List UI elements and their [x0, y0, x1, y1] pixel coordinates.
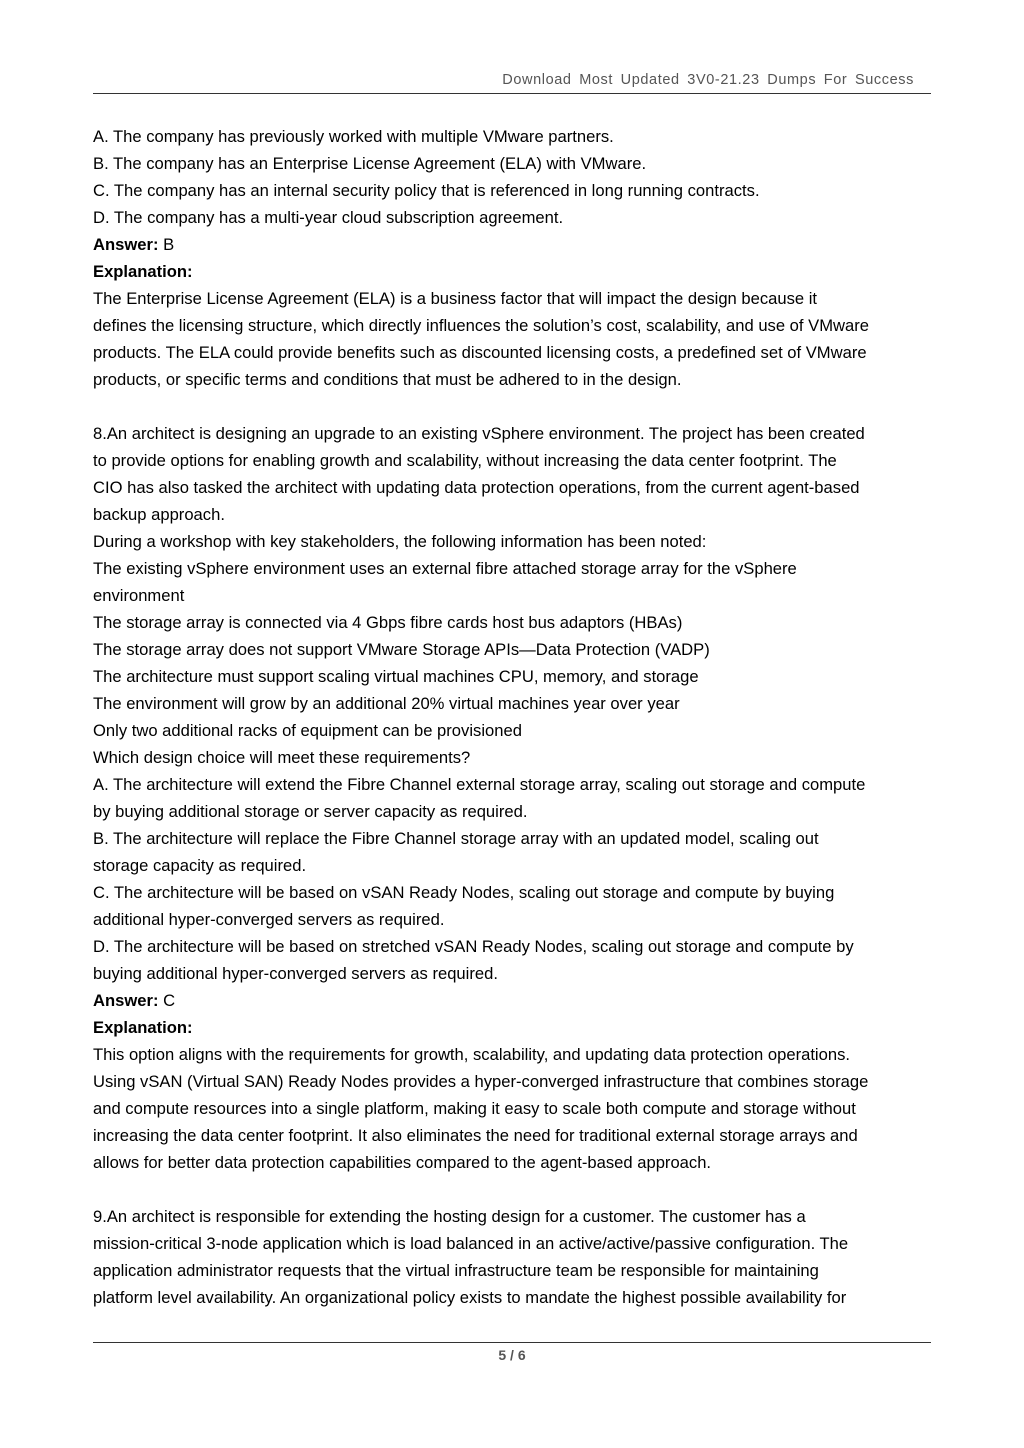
answer-line	[93, 231, 935, 258]
page-content	[93, 123, 935, 1311]
question-line: platform level availability. An organizational policy exists to mandate the highest possible availability for	[93, 1288, 847, 1307]
answer-label: Answer:	[93, 991, 159, 1010]
question-line: 9.An architect is responsible for extending the hosting design for a customer. The customer has a	[93, 1207, 806, 1226]
spacer	[93, 1176, 935, 1203]
question-line: The storage array is connected via 4 Gbps fibre cards host bus adaptors (HBAs)	[93, 613, 683, 632]
explanation-line: increasing the data center footprint. It also eliminates the need for traditional external storage arrays and	[93, 1126, 858, 1145]
option-line: D. The architecture will be based on stretched vSAN Ready Nodes, scaling out storage and compute by	[93, 937, 854, 956]
spacer	[93, 393, 935, 420]
option-line: additional hyper-converged servers as required.	[93, 910, 445, 929]
question-line: environment	[93, 586, 185, 605]
question-line: The architecture must support scaling virtual machines CPU, memory, and storage	[93, 667, 699, 686]
explanation-line: allows for better data protection capabilities compared to the agent-based approach.	[93, 1153, 712, 1172]
question-line: CIO has also tasked the architect with updating data protection operations, from the current agent-based	[93, 478, 860, 497]
question-line: The existing vSphere environment uses an external fibre attached storage array for the vSphere	[93, 559, 797, 578]
footer-divider	[93, 1342, 931, 1343]
option-line: by buying additional storage or server capacity as required.	[93, 802, 528, 821]
explanation-text	[93, 285, 935, 393]
answer-value: B	[158, 235, 175, 254]
option-line: B. The architecture will replace the Fibre Channel storage array with an updated model, scaling out	[93, 829, 819, 848]
question-line: application administrator requests that the virtual infrastructure team be responsible for maintaining	[93, 1261, 819, 1280]
explanation-line: The Enterprise License Agreement (ELA) is a business factor that will impact the design because it	[93, 289, 818, 308]
option-d: D. The company has a multi-year cloud subscription agreement.	[93, 208, 564, 227]
explanation-label: Explanation:	[93, 262, 193, 281]
explanation-line: products, or specific terms and conditions that must be adhered to in the design.	[93, 370, 682, 389]
explanation-line: Using vSAN (Virtual SAN) Ready Nodes provides a hyper-converged infrastructure that combines storage	[93, 1072, 869, 1091]
explanation-text	[93, 1041, 935, 1176]
option-line: C. The architecture will be based on vSAN Ready Nodes, scaling out storage and compute by buying	[93, 883, 835, 902]
option-line: buying additional hyper-converged servers as required.	[93, 964, 498, 983]
question-line: During a workshop with key stakeholders, the following information has been noted:	[93, 532, 707, 551]
question-line: to provide options for enabling growth and scalability, without increasing the data center footprint. The	[93, 451, 837, 470]
question-line: The environment will grow by an additional 20% virtual machines year over year	[93, 694, 680, 713]
answer-value: C	[158, 991, 176, 1010]
question-line: Which design choice will meet these requirements?	[93, 748, 471, 767]
question-7-options	[93, 123, 935, 231]
answer-line	[93, 987, 935, 1014]
question-line: The storage array does not support VMware Storage APIs—Data Protection (VADP)	[93, 640, 710, 659]
option-line: storage capacity as required.	[93, 856, 307, 875]
answer-label: Answer:	[93, 235, 159, 254]
explanation-line: This option aligns with the requirements for growth, scalability, and updating data protection operations.	[93, 1045, 850, 1064]
question-9	[93, 1203, 935, 1311]
question-8	[93, 420, 935, 987]
page-number: 5 / 6	[498, 1347, 526, 1363]
header-divider	[93, 93, 931, 94]
question-line: backup approach.	[93, 505, 225, 524]
explanation-label: Explanation:	[93, 1018, 193, 1037]
option-a: A. The company has previously worked with multiple VMware partners.	[93, 127, 614, 146]
explanation-line: and compute resources into a single platform, making it easy to scale both compute and storage without	[93, 1099, 856, 1118]
explanation-line: defines the licensing structure, which directly influences the solution’s cost, scalability, and use of VMware	[93, 316, 869, 335]
explanation-line: products. The ELA could provide benefits such as discounted licensing costs, a predefined set of VMware	[93, 343, 867, 362]
question-line: Only two additional racks of equipment can be provisioned	[93, 721, 522, 740]
option-line: A. The architecture will extend the Fibre Channel external storage array, scaling out storage and compute	[93, 775, 866, 794]
option-c: C. The company has an internal security policy that is referenced in long running contracts.	[93, 181, 760, 200]
page-header: Download Most Updated 3V0-21.23 Dumps For Success	[502, 72, 914, 88]
question-line: 8.An architect is designing an upgrade to an existing vSphere environment. The project has been created	[93, 424, 865, 443]
question-line: mission-critical 3-node application which is load balanced in an active/active/passive configuration. The	[93, 1234, 849, 1253]
option-b: B. The company has an Enterprise License Agreement (ELA) with VMware.	[93, 154, 647, 173]
